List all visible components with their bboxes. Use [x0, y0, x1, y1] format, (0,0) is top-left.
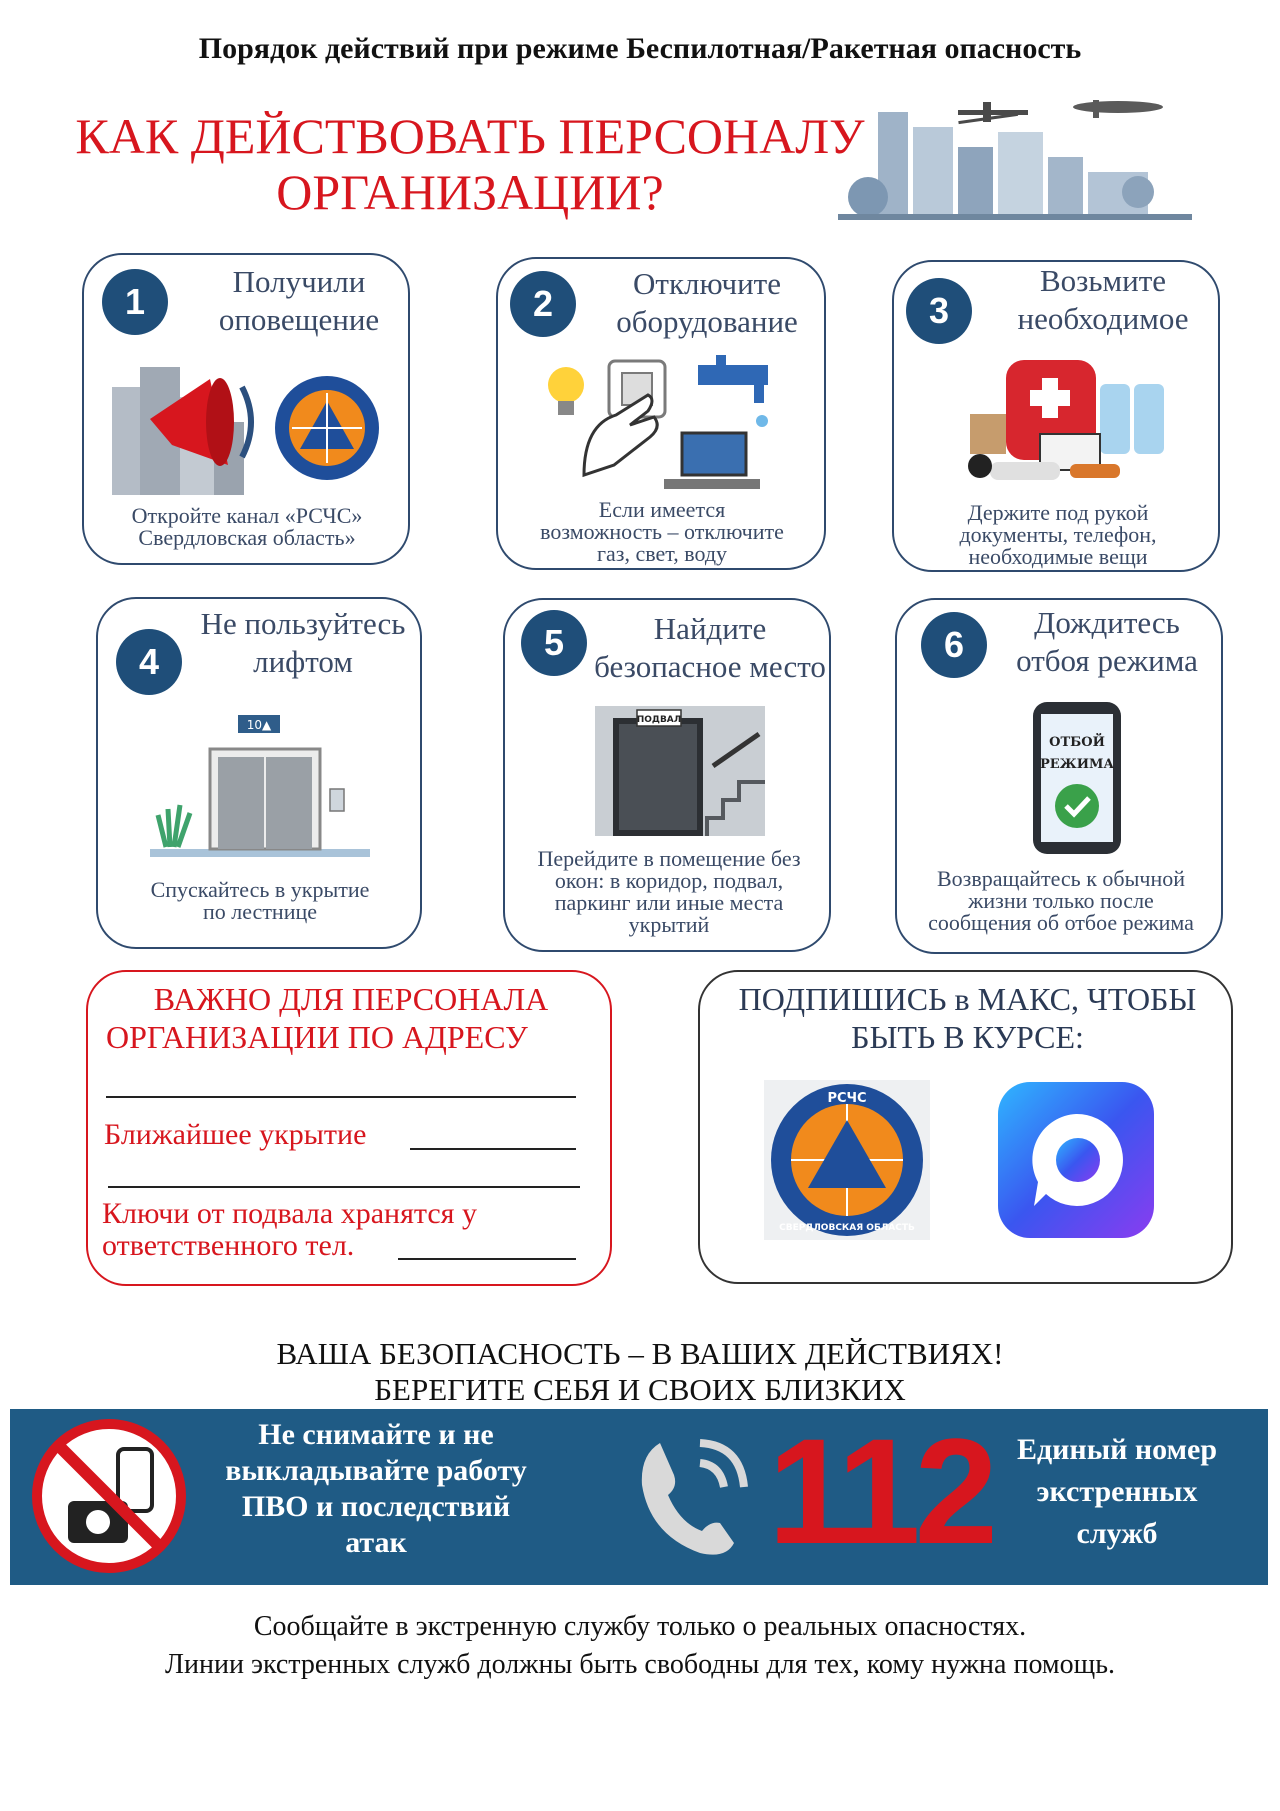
- shelter-blank-line[interactable]: [410, 1148, 576, 1150]
- step-title-2-line2: оборудование: [616, 304, 798, 339]
- step-number-1: 1: [102, 269, 168, 335]
- number-label-line1: Единый номер: [1016, 1433, 1218, 1466]
- step-desc-4-line1: Спускайтесь в укрытие: [150, 877, 370, 902]
- step-title-4-line2: лифтом: [253, 644, 353, 679]
- step-desc-4: [104, 879, 416, 923]
- warning-line1: Не снимайте и не: [258, 1418, 494, 1451]
- step-desc-5-line4: укрытий: [628, 912, 710, 937]
- step-desc-6-line1: Возвращайтесь к обычной: [937, 866, 1185, 891]
- phone-cancel-notice-icon: [1031, 700, 1123, 856]
- important-title: [88, 980, 614, 1056]
- step-desc-1-line1: Откройте канал «РСЧС»: [131, 503, 363, 528]
- step-title-1-line1: Получили: [232, 264, 366, 299]
- safety-slogan: [0, 1336, 1280, 1408]
- rschs-channel-logo-icon[interactable]: [764, 1080, 930, 1240]
- step-title-2: [592, 265, 822, 341]
- step-card-5: [503, 598, 831, 952]
- warning-line4: атак: [345, 1526, 407, 1559]
- step-card-1: [82, 253, 410, 565]
- step-desc-2-line3: газ, свет, воду: [596, 541, 728, 566]
- safety-line1: ВАША БЕЗОПАСНОСТЬ – В ВАШИХ ДЕЙСТВИЯХ!: [276, 1336, 1004, 1371]
- city-drones-illustration: [838, 92, 1192, 226]
- step-title-5: [591, 610, 829, 686]
- phone-text-line1: ОТБОЙ: [1049, 735, 1105, 750]
- step-number-4: 4: [116, 629, 182, 695]
- turn-off-equipment-icon: [544, 355, 784, 495]
- step-title-6-line2: отбоя режима: [1016, 643, 1198, 678]
- elevator-display: 10▲: [246, 718, 272, 732]
- subscribe-box: [698, 970, 1233, 1284]
- step-desc-4-line2: по лестнице: [202, 899, 318, 924]
- emergency-backpack-icon: [950, 354, 1190, 494]
- step-title-4-line1: Не пользуйтесь: [200, 606, 406, 641]
- no-filming-warning: [206, 1417, 546, 1561]
- step-card-4: [96, 597, 422, 949]
- step-title-5-line2: безопасное место: [594, 649, 826, 684]
- main-title: [40, 108, 900, 220]
- basement-sign: ПОДВАЛ: [636, 715, 682, 725]
- step-desc-3-line3: необходимые вещи: [968, 544, 1148, 569]
- subscribe-title: [700, 980, 1235, 1056]
- step-title-1-line2: оповещение: [218, 302, 380, 337]
- footer-line1: Сообщайте в экстренную службу только о реальных опасностях.: [253, 1611, 1027, 1642]
- step-desc-6-line3: сообщения об отбое режима: [928, 910, 1194, 935]
- step-number-2: 2: [510, 271, 576, 337]
- step-desc-6-line2: жизни только после: [968, 888, 1154, 913]
- step-desc-3-line2: документы, телефон,: [959, 522, 1157, 547]
- important-box: [86, 970, 612, 1286]
- step-title-3-line1: Возьмите: [1039, 263, 1167, 298]
- step-title-3: [988, 262, 1218, 338]
- step-title-1: [194, 263, 404, 339]
- step-desc-2-line1: Если имеется: [598, 497, 726, 522]
- step-desc-5-line3: паркинг или иные места: [554, 890, 784, 915]
- logo-top-text: РСЧС: [827, 1091, 867, 1106]
- phone-blank-line[interactable]: [398, 1258, 576, 1260]
- important-title-line2: ОРГАНИЗАЦИИ ПО АДРЕСУ: [106, 1019, 528, 1055]
- basement-shelter-icon: [595, 706, 765, 836]
- logo-bottom-text: СВЕРДЛОВСКАЯ ОБЛАСТЬ: [779, 1223, 915, 1233]
- warning-line2: выкладывайте работу: [225, 1454, 527, 1487]
- rschs-logo-icon: [272, 373, 382, 483]
- phone-call-icon: [630, 1435, 748, 1561]
- keys-text: [102, 1198, 477, 1262]
- number-label-line2: экстренных: [1036, 1475, 1198, 1508]
- emergency-number[interactable]: 112: [768, 1407, 992, 1575]
- step-desc-3: [900, 502, 1216, 568]
- safety-line2: БЕРЕГИТЕ СЕБЯ И СВОИХ БЛИЗКИХ: [374, 1372, 906, 1407]
- step-desc-5-line1: Перейдите в помещение без: [537, 846, 801, 871]
- main-title-line1: КАК ДЕЙСТВОВАТЬ ПЕРСОНАЛУ: [75, 108, 865, 164]
- step-title-6-line1: Дождитесь: [1034, 605, 1180, 640]
- phone-text-line2: РЕЖИМА: [1039, 757, 1115, 772]
- keys-text-line1: Ключи от подвала хранятся у: [102, 1197, 477, 1230]
- step-number-5: 5: [521, 610, 587, 676]
- subscribe-title-line2: БЫТЬ В КУРСЕ:: [851, 1019, 1084, 1055]
- warning-banner: [10, 1409, 1268, 1585]
- shelter-label: Ближайшее укрытие: [104, 1118, 367, 1151]
- warning-line3: ПВО и последствий: [241, 1490, 511, 1523]
- step-desc-2-line2: возможность – отключите: [540, 519, 784, 544]
- footer-line2: Линии экстренных служб должны быть свободны для тех, кому нужна помощь.: [165, 1649, 1115, 1680]
- step-desc-5-line2: окон: в коридор, подвал,: [554, 868, 784, 893]
- step-desc-1: [94, 505, 400, 549]
- step-number-6: 6: [921, 612, 987, 678]
- step-desc-6: [903, 868, 1219, 934]
- no-photo-icon: [32, 1419, 186, 1573]
- step-desc-1-line2: Свердловская область»: [138, 525, 356, 550]
- step-card-2: [496, 257, 826, 570]
- address-blank-line[interactable]: [106, 1096, 576, 1098]
- step-desc-3-line1: Держите под рукой: [967, 500, 1149, 525]
- max-messenger-icon[interactable]: [998, 1082, 1154, 1238]
- step-card-3: [892, 260, 1220, 572]
- step-title-4: [188, 605, 418, 681]
- step-number-3: 3: [906, 278, 972, 344]
- subscribe-title-line1: ПОДПИШИСЬ в МАКС, ЧТОБЫ: [738, 981, 1197, 1017]
- step-title-6: [993, 604, 1221, 680]
- step-desc-2: [504, 499, 820, 565]
- emergency-number-label: [992, 1429, 1242, 1555]
- top-title: Порядок действий при режиме Беспилотная/Ракетная опасность: [198, 32, 1082, 65]
- elevator-icon: [150, 709, 370, 859]
- step-title-5-line1: Найдите: [653, 611, 767, 646]
- keys-text-line2: ответственного тел.: [102, 1229, 355, 1262]
- step-title-2-line1: Отключите: [633, 266, 781, 301]
- important-title-line1: ВАЖНО ДЛЯ ПЕРСОНАЛА: [153, 981, 549, 1017]
- main-title-line2: ОРГАНИЗАЦИИ?: [276, 164, 664, 220]
- extra-blank-line[interactable]: [108, 1186, 580, 1188]
- step-card-6: [895, 598, 1223, 954]
- step-desc-5: [511, 848, 827, 936]
- step-title-3-line2: необходимое: [1017, 301, 1189, 336]
- footer-note: [0, 1608, 1280, 1684]
- number-label-line3: служб: [1076, 1517, 1158, 1550]
